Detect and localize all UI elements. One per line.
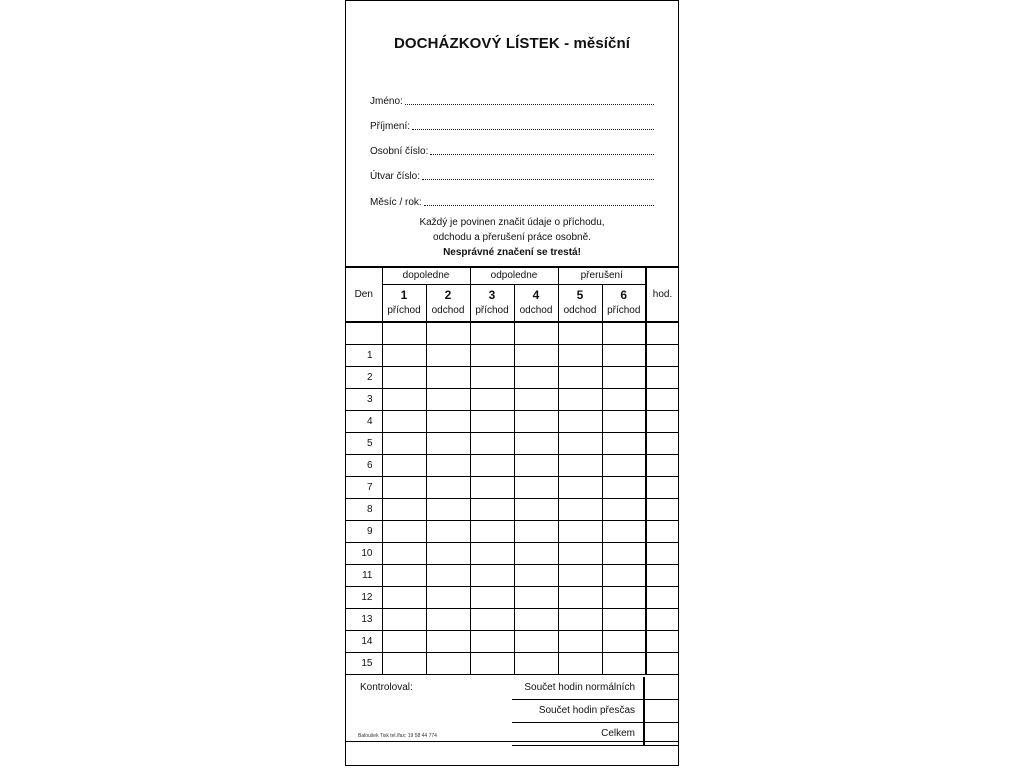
printer-imprint: Baloušek Tisk tel./fax: 19 58 44 774 xyxy=(358,733,437,739)
day-number: 4 xyxy=(346,410,382,432)
table-row xyxy=(346,564,678,586)
hours-cell[interactable] xyxy=(646,344,678,366)
time-cell[interactable] xyxy=(470,630,514,652)
time-cell[interactable] xyxy=(426,410,470,432)
bottom-rule xyxy=(346,741,678,742)
time-cell[interactable] xyxy=(558,498,602,520)
day-number: 2 xyxy=(346,366,382,388)
time-cell[interactable] xyxy=(382,388,426,410)
field-department-number-line[interactable] xyxy=(422,179,654,180)
table-group-row xyxy=(346,267,678,284)
table-row xyxy=(346,520,678,542)
column-label: odchod xyxy=(519,304,553,316)
time-cell[interactable] xyxy=(602,542,646,564)
group-afternoon: odpoledne xyxy=(470,267,558,284)
time-cell[interactable] xyxy=(426,586,470,608)
time-cell[interactable] xyxy=(602,652,646,674)
day-number: 1 xyxy=(346,344,382,366)
hours-cell[interactable] xyxy=(646,520,678,542)
time-cell[interactable] xyxy=(382,586,426,608)
time-cell[interactable] xyxy=(470,476,514,498)
sum-overtime-cell[interactable] xyxy=(645,700,678,722)
day-number: 3 xyxy=(346,388,382,410)
hours-cell[interactable] xyxy=(646,432,678,454)
time-cell[interactable] xyxy=(382,454,426,476)
field-name[interactable] xyxy=(370,91,654,107)
field-department-number[interactable] xyxy=(370,166,654,182)
sum-overtime-row xyxy=(512,700,678,723)
column-number: 2 xyxy=(444,287,452,302)
day-number: 7 xyxy=(346,476,382,498)
day-number: 12 xyxy=(346,586,382,608)
time-cell[interactable] xyxy=(514,542,558,564)
notice-line-2: odchodu a přerušení práce osobně. xyxy=(433,232,591,243)
time-cell[interactable] xyxy=(558,476,602,498)
time-cell[interactable] xyxy=(514,432,558,454)
time-cell[interactable] xyxy=(426,564,470,586)
hours-cell[interactable] xyxy=(646,322,678,344)
time-cell[interactable] xyxy=(558,388,602,410)
time-cell[interactable] xyxy=(602,608,646,630)
column-header xyxy=(382,284,426,322)
time-cell[interactable] xyxy=(514,608,558,630)
time-cell[interactable] xyxy=(426,388,470,410)
time-cell[interactable] xyxy=(558,322,602,344)
time-cell[interactable] xyxy=(382,344,426,366)
column-number: 6 xyxy=(620,287,628,302)
time-cell[interactable] xyxy=(470,454,514,476)
day-number: 6 xyxy=(346,454,382,476)
day-number: 14 xyxy=(346,630,382,652)
time-cell[interactable] xyxy=(470,608,514,630)
time-cell[interactable] xyxy=(602,388,646,410)
time-cell[interactable] xyxy=(514,630,558,652)
time-cell[interactable] xyxy=(426,630,470,652)
table-row xyxy=(346,542,678,564)
day-number: 13 xyxy=(346,608,382,630)
time-cell[interactable] xyxy=(470,652,514,674)
table-row xyxy=(346,410,678,432)
time-cell[interactable] xyxy=(558,344,602,366)
column-label: odchod xyxy=(431,304,465,316)
time-cell[interactable] xyxy=(470,542,514,564)
hours-cell[interactable] xyxy=(646,608,678,630)
time-cell[interactable] xyxy=(426,652,470,674)
time-cell[interactable] xyxy=(602,432,646,454)
time-cell[interactable] xyxy=(426,344,470,366)
column-label: příchod xyxy=(607,304,641,316)
hours-cell[interactable] xyxy=(646,652,678,674)
notice xyxy=(346,215,678,260)
field-month-year-line[interactable] xyxy=(424,205,654,206)
time-cell[interactable] xyxy=(602,410,646,432)
time-cell[interactable] xyxy=(602,498,646,520)
field-department-number-label: Útvar číslo: xyxy=(370,171,421,182)
time-cell[interactable] xyxy=(602,630,646,652)
day-number: 5 xyxy=(346,432,382,454)
column-header xyxy=(470,284,514,322)
table-row xyxy=(346,344,678,366)
day-number: 8 xyxy=(346,498,382,520)
table-row xyxy=(346,432,678,454)
time-cell[interactable] xyxy=(514,322,558,344)
time-cell[interactable] xyxy=(382,520,426,542)
checked-by-label: Kontroloval: xyxy=(360,682,413,693)
time-cell[interactable] xyxy=(558,520,602,542)
field-month-year[interactable] xyxy=(370,192,654,208)
form-title: DOCHÁZKOVÝ LÍSTEK - měsíční xyxy=(393,35,631,52)
time-cell[interactable] xyxy=(382,410,426,432)
hours-header: hod. xyxy=(646,267,678,322)
table-row xyxy=(346,608,678,630)
sum-normal-label: Součet hodin normálních xyxy=(512,677,645,699)
time-cell[interactable] xyxy=(470,498,514,520)
field-personal-number-label: Osobní číslo: xyxy=(370,146,429,157)
time-cell[interactable] xyxy=(382,608,426,630)
field-month-year-label: Měsíc / rok: xyxy=(370,197,422,208)
time-cell[interactable] xyxy=(602,520,646,542)
sum-normal-row xyxy=(512,677,678,700)
time-cell[interactable] xyxy=(514,454,558,476)
time-cell[interactable] xyxy=(470,586,514,608)
field-name-line[interactable] xyxy=(405,104,654,105)
time-cell[interactable] xyxy=(514,652,558,674)
day-header: Den xyxy=(346,267,382,322)
day-number: 15 xyxy=(346,652,382,674)
time-cell[interactable] xyxy=(426,432,470,454)
total-row xyxy=(512,723,678,746)
hours-cell[interactable] xyxy=(646,388,678,410)
field-surname[interactable] xyxy=(370,116,654,132)
time-cell[interactable] xyxy=(514,344,558,366)
time-cell[interactable] xyxy=(382,542,426,564)
time-cell[interactable] xyxy=(382,630,426,652)
time-cell[interactable] xyxy=(382,322,426,344)
time-cell[interactable] xyxy=(470,322,514,344)
hours-cell[interactable] xyxy=(646,498,678,520)
day-number xyxy=(346,322,382,344)
time-cell[interactable] xyxy=(426,608,470,630)
time-cell[interactable] xyxy=(602,322,646,344)
notice-warning: Nesprávné značení se trestá! xyxy=(443,247,581,258)
column-label: odchod xyxy=(563,304,597,316)
time-cell[interactable] xyxy=(602,586,646,608)
day-number: 10 xyxy=(346,542,382,564)
time-cell[interactable] xyxy=(514,366,558,388)
hours-cell[interactable] xyxy=(646,630,678,652)
time-cell[interactable] xyxy=(602,454,646,476)
time-cell[interactable] xyxy=(426,454,470,476)
column-number: 1 xyxy=(400,287,408,302)
day-number: 11 xyxy=(346,564,382,586)
time-cell[interactable] xyxy=(602,344,646,366)
time-cell[interactable] xyxy=(382,432,426,454)
time-cell[interactable] xyxy=(426,542,470,564)
time-cell[interactable] xyxy=(382,476,426,498)
time-cell[interactable] xyxy=(602,564,646,586)
time-cell[interactable] xyxy=(426,476,470,498)
hours-cell[interactable] xyxy=(646,542,678,564)
time-cell[interactable] xyxy=(602,366,646,388)
time-cell[interactable] xyxy=(426,520,470,542)
hours-cell[interactable] xyxy=(646,564,678,586)
time-cell[interactable] xyxy=(514,410,558,432)
time-cell[interactable] xyxy=(558,652,602,674)
column-header xyxy=(558,284,602,322)
column-header xyxy=(602,284,646,322)
time-cell[interactable] xyxy=(558,586,602,608)
sum-overtime-label: Součet hodin přesčas xyxy=(512,700,645,722)
column-label: příchod xyxy=(475,304,509,316)
table-column-row xyxy=(346,284,678,322)
hours-cell[interactable] xyxy=(646,366,678,388)
column-number: 3 xyxy=(488,287,496,302)
field-surname-label: Příjmení: xyxy=(370,121,411,132)
time-cell[interactable] xyxy=(514,498,558,520)
column-number: 4 xyxy=(532,287,540,302)
time-cell[interactable] xyxy=(558,608,602,630)
group-morning: dopoledne xyxy=(382,267,470,284)
time-cell[interactable] xyxy=(470,388,514,410)
time-cell[interactable] xyxy=(382,652,426,674)
time-cell[interactable] xyxy=(382,564,426,586)
hours-cell[interactable] xyxy=(646,454,678,476)
time-cell[interactable] xyxy=(558,366,602,388)
time-cell[interactable] xyxy=(382,498,426,520)
time-cell[interactable] xyxy=(382,366,426,388)
time-cell[interactable] xyxy=(514,564,558,586)
attendance-sheet xyxy=(345,0,679,766)
attendance-table xyxy=(346,266,678,675)
time-cell[interactable] xyxy=(558,432,602,454)
column-header xyxy=(426,284,470,322)
time-cell[interactable] xyxy=(470,410,514,432)
blank-row xyxy=(346,322,678,344)
time-cell[interactable] xyxy=(602,476,646,498)
time-cell[interactable] xyxy=(558,630,602,652)
total-label: Celkem xyxy=(512,723,645,745)
time-cell[interactable] xyxy=(514,476,558,498)
time-cell[interactable] xyxy=(470,520,514,542)
time-cell[interactable] xyxy=(426,366,470,388)
table-row xyxy=(346,366,678,388)
table-row xyxy=(346,586,678,608)
day-number: 9 xyxy=(346,520,382,542)
time-cell[interactable] xyxy=(558,542,602,564)
time-cell[interactable] xyxy=(558,564,602,586)
column-number: 5 xyxy=(576,287,584,302)
column-label: příchod xyxy=(387,304,421,316)
time-cell[interactable] xyxy=(426,498,470,520)
field-personal-number[interactable] xyxy=(370,141,654,157)
field-personal-number-line[interactable] xyxy=(430,154,654,155)
hours-cell[interactable] xyxy=(646,586,678,608)
time-cell[interactable] xyxy=(470,564,514,586)
table-row xyxy=(346,454,678,476)
table-row xyxy=(346,652,678,674)
table-row xyxy=(346,498,678,520)
field-name-label: Jméno: xyxy=(370,96,403,107)
time-cell[interactable] xyxy=(558,410,602,432)
table-row xyxy=(346,476,678,498)
notice-line-1: Každý je povinen značit údaje o příchodu, xyxy=(419,217,605,228)
time-cell[interactable] xyxy=(426,322,470,344)
hours-cell[interactable] xyxy=(646,410,678,432)
time-cell[interactable] xyxy=(558,454,602,476)
time-cell[interactable] xyxy=(470,432,514,454)
time-cell[interactable] xyxy=(470,344,514,366)
summary-box xyxy=(512,677,678,746)
hours-cell[interactable] xyxy=(646,476,678,498)
field-surname-line[interactable] xyxy=(412,129,654,130)
table-row xyxy=(346,388,678,410)
time-cell[interactable] xyxy=(470,366,514,388)
day-rows xyxy=(346,322,678,674)
time-cell[interactable] xyxy=(514,586,558,608)
time-cell[interactable] xyxy=(514,388,558,410)
group-break: přerušení xyxy=(558,267,646,284)
time-cell[interactable] xyxy=(514,520,558,542)
column-header xyxy=(514,284,558,322)
table-row xyxy=(346,630,678,652)
sum-normal-cell[interactable] xyxy=(645,677,678,699)
